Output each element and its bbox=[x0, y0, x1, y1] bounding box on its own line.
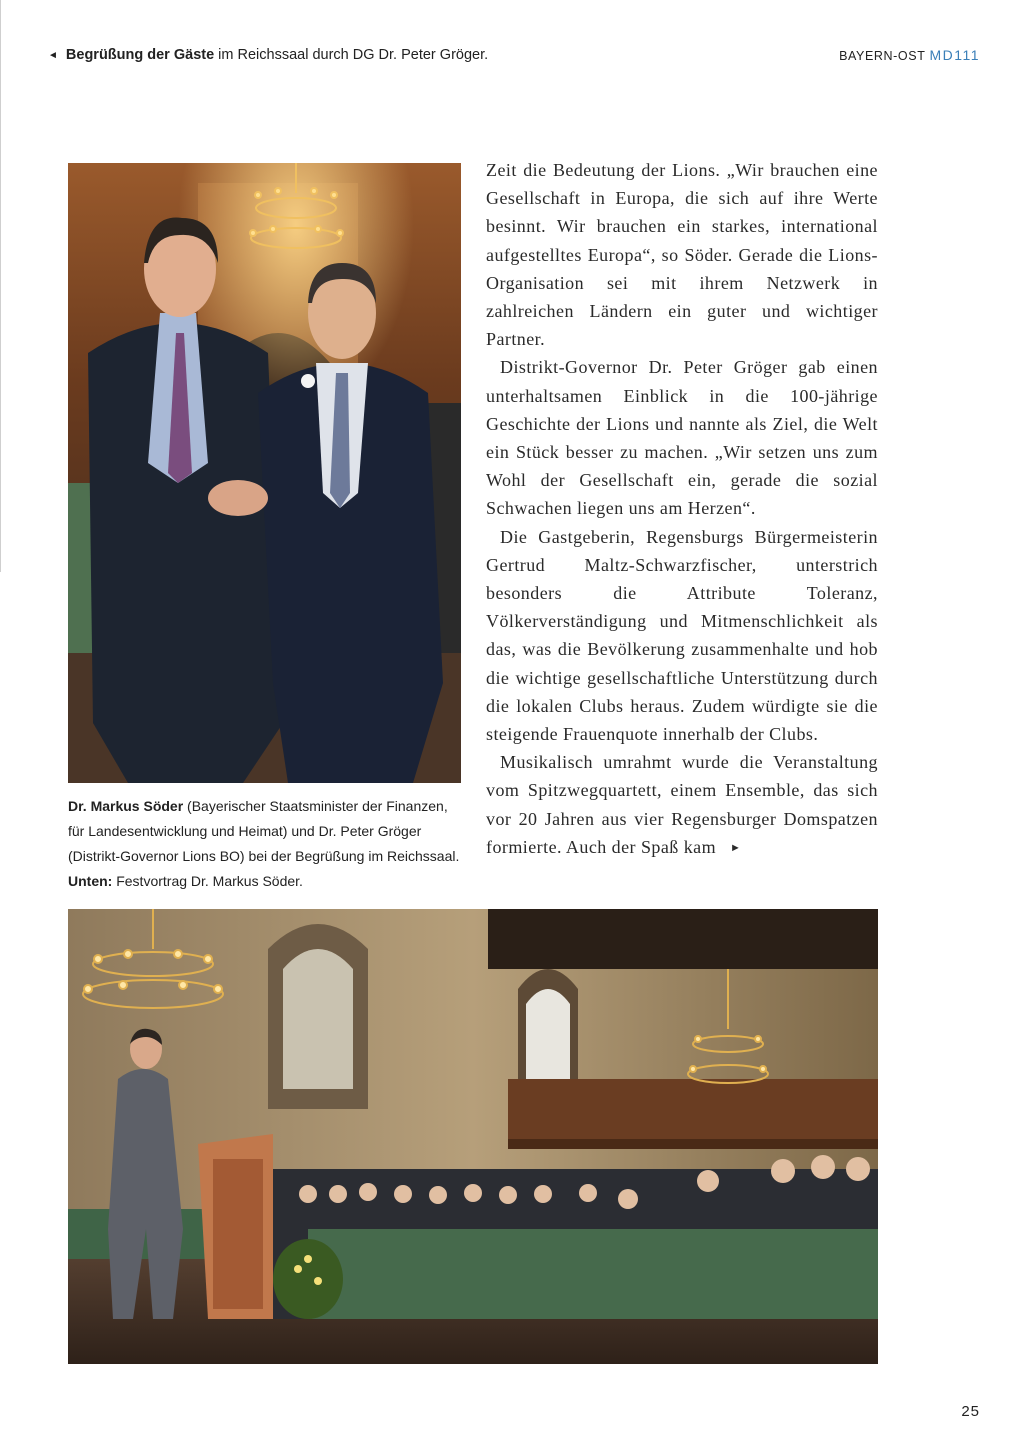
section-label bbox=[839, 47, 980, 63]
header-title-bold: Begrüßung der Gäste bbox=[65, 47, 215, 63]
body-paragraph-4-text: Musikalisch umrahmt wurde die Veranstaltung vom Spitzwegquartett, einem Ensemble, das sich vor 20 Jahren aus vier Regensburger Domspatzen formierte. Auch der Spaß kam bbox=[486, 752, 878, 857]
continue-arrow-icon: ► bbox=[730, 841, 742, 854]
page-number: 25 bbox=[961, 1403, 980, 1420]
article-body bbox=[486, 156, 878, 862]
header-title-rest: im Reichssaal durch DG Dr. Peter Gröger. bbox=[214, 47, 489, 63]
caption-unten-text: Festvortrag Dr. Markus Söder. bbox=[112, 873, 303, 889]
district-label: MD111 bbox=[929, 47, 980, 63]
photo-caption bbox=[68, 794, 464, 894]
caption-name-bold: Dr. Markus Söder bbox=[68, 798, 184, 814]
body-paragraph-4 bbox=[486, 748, 878, 862]
body-paragraph-3: Die Gastgeberin, Regensburgs Bürgermeisterin Gertrud Maltz-Schwarzfischer, unterstrich besonders die Attribute Toleranz, Völkerverständigung und Mitmenschlichkeit als das, was die Bevölkerung zusammenhalte und hob die wichtige gesellschaftliche Unterstützung durch die lokalen Clubs heraus. Zudem würdigte sie die steigende Frauenquote innerhalb der Clubs. bbox=[486, 526, 878, 745]
festvortrag-photo bbox=[68, 909, 878, 1364]
handshake-photo bbox=[68, 163, 461, 783]
caption-description: (Bayerischer Staatsminister der Finanzen, für Landesentwicklung und Heimat) und Dr. Peter Gröger (Distrikt-Governor Lions BO) bei der Begrüßung im Reichssaal. bbox=[68, 798, 460, 864]
back-arrow-icon: ◄ bbox=[48, 50, 58, 61]
caption-line-2 bbox=[68, 869, 464, 894]
region-label: BAYERN-OST bbox=[839, 49, 926, 63]
caption-line-1 bbox=[68, 794, 464, 869]
body-paragraph-2: Distrikt-Governor Dr. Peter Gröger gab einen unterhaltsamen Einblick in die 100-jährige Geschichte der Lions und nannte als Ziel, die Welt ein Stück besser zu machen. „Wir setzen uns zum Wohl der Gesellschaft ein, gerade die sozial Schwachen liegen uns am Herzen“. bbox=[486, 357, 878, 519]
running-header bbox=[48, 47, 488, 63]
body-paragraph-1: Zeit die Bedeutung der Lions. „Wir brauchen eine Gesellschaft in Europa, die sich auf ihre Werte besinnt. Wir brauchen ein starkes, international aufgestelltes Europa“, so Söder. Gerade die Lions-Organisation sei mit ihrem Netzwerk in zahlreichen Ländern ein guter und wichtiger Partner. bbox=[486, 160, 878, 350]
caption-unten-bold: Unten: bbox=[68, 873, 113, 889]
page-edge-line bbox=[0, 0, 1, 572]
